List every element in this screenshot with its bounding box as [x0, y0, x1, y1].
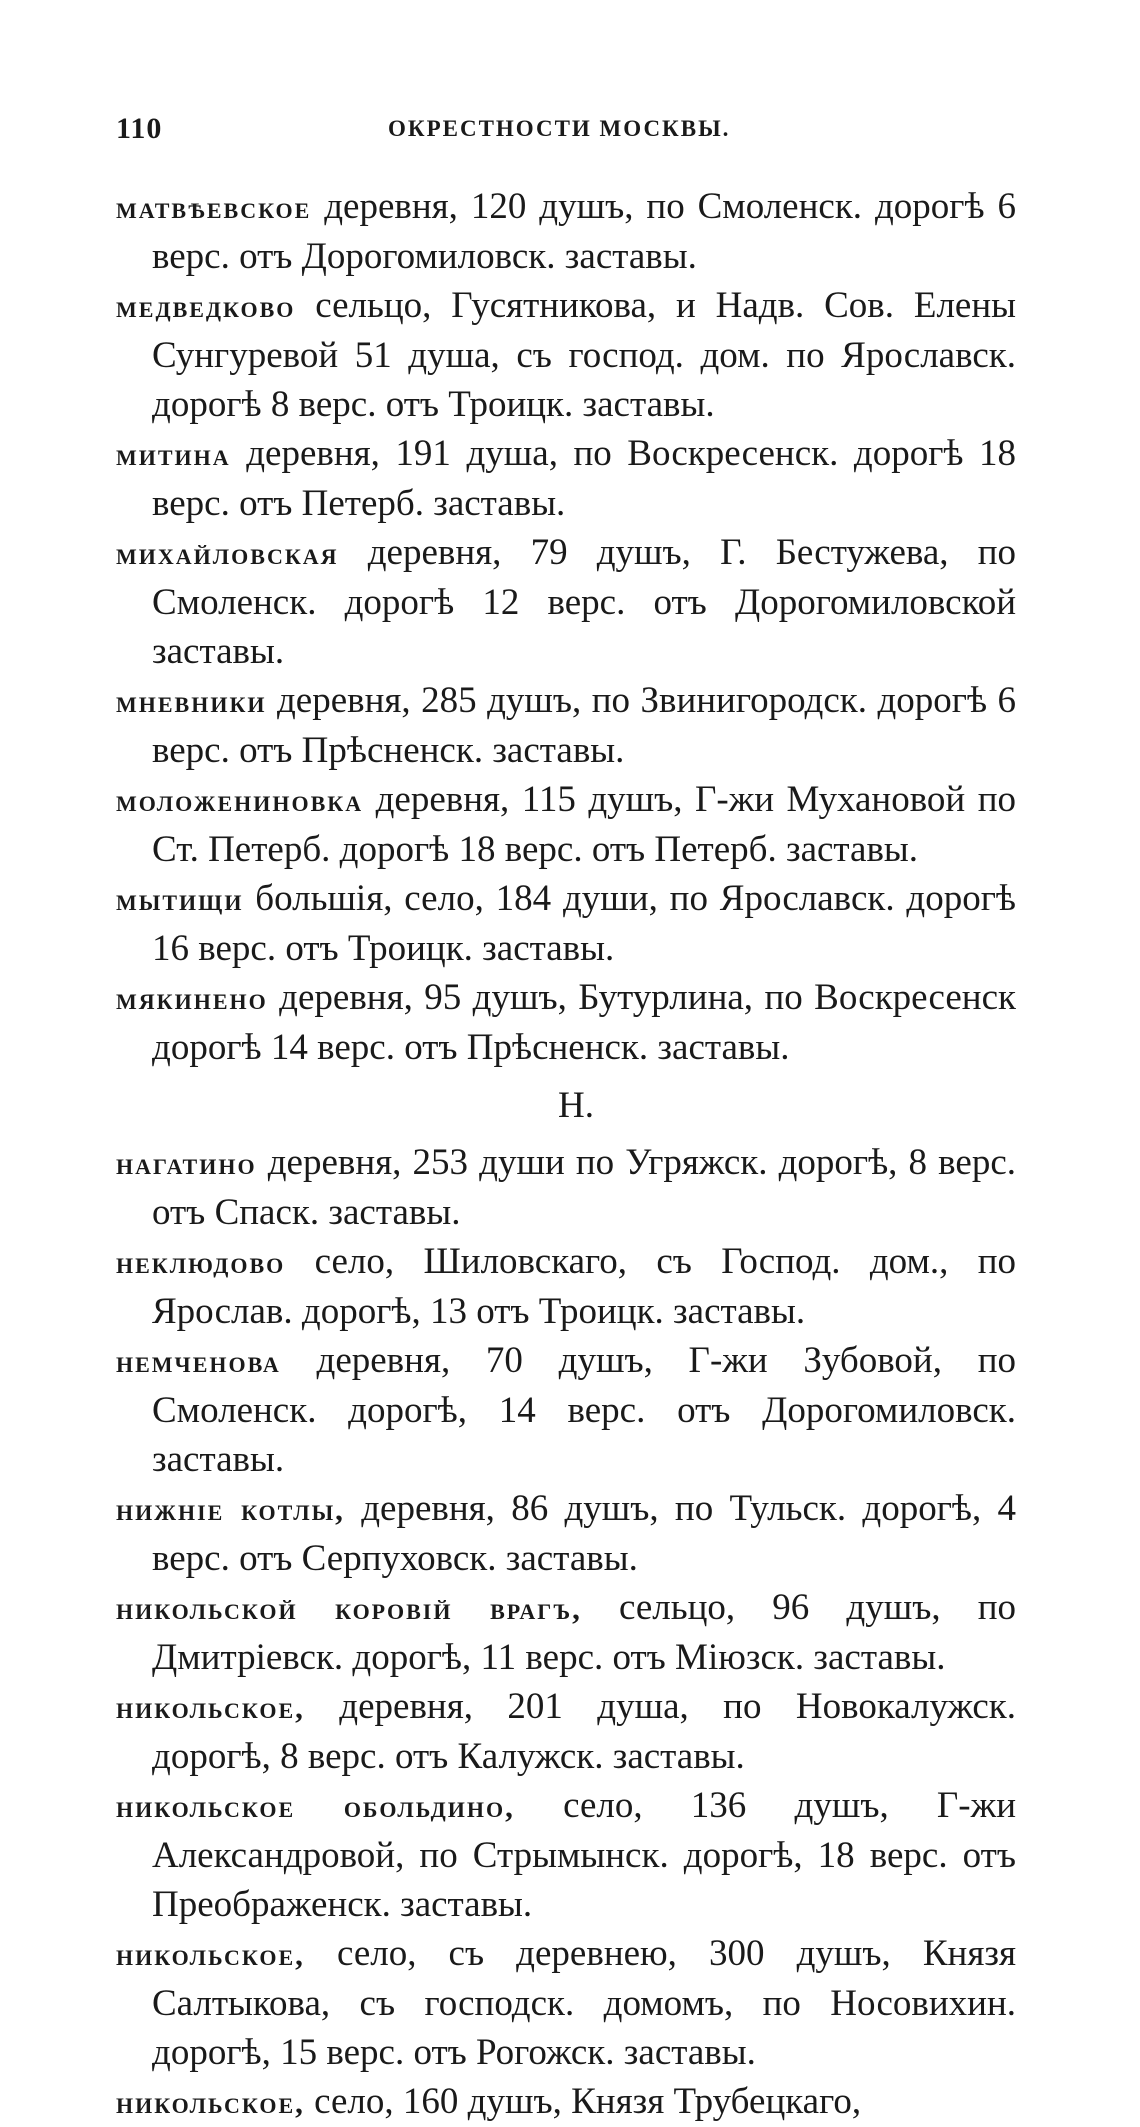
entry [116, 1484, 1016, 1583]
gazetteer-text [116, 182, 1016, 2127]
entry-text: деревня, 253 души по Угряжск. дорогѣ, 8 верс. отъ Спаск. заставы. [152, 1142, 1017, 1233]
entry-text: деревня, 201 душа, по Новокалужск. дорогѣ, 8 верс. отъ Калужск. заставы. [152, 1686, 1017, 1777]
entry-text: село, съ деревнею, 300 душъ, Князя Салтыкова, съ господск. домомъ, по Носовихин. дорогѣ, 15 верс. отъ Рогожск. заставы. [152, 1933, 1016, 2073]
entry-text: деревня, 115 душъ, Г-жи Мухановой по Ст. Петерб. дорогѣ 18 верс. отъ Петерб. заставы. [152, 779, 1016, 870]
entry [116, 281, 1016, 429]
entry-text: сельцо, 96 душъ, по Дмитріевск. дорогѣ, 11 верс. отъ Міюзск. заставы. [152, 1587, 1017, 1678]
entry [116, 1237, 1016, 1336]
entry-text: деревня, 285 душъ, по Звинигородск. дорогѣ 6 верс. отъ Прѣсненск. заставы. [152, 680, 1017, 771]
entry [116, 676, 1016, 775]
entry [116, 1138, 1016, 1237]
entry-headword: матвѣевское [116, 190, 312, 225]
entry-text: деревня, 70 душъ, Г-жи Зубовой, по Смоленск. дорогѣ, 14 верс. отъ Дорогомиловск. заставы. [152, 1340, 1016, 1480]
entry-headword: никольское обольдино, [116, 1789, 515, 1824]
entry-headword: митина [116, 437, 231, 472]
entry-headword: михайловская [116, 536, 339, 571]
page-number: 110 [116, 112, 163, 145]
entry [116, 2077, 1016, 2127]
entry-headword: никольское, [116, 1690, 305, 1725]
entry [116, 1336, 1016, 1484]
entry [116, 1781, 1016, 1929]
entry [116, 1583, 1016, 1682]
entry-headword: мытищи [116, 882, 244, 917]
entry-headword: мневники [116, 684, 267, 719]
entry [116, 1682, 1016, 1781]
entry-headword: никольское, [116, 1937, 305, 1972]
entry-headword: никольской коровій врагъ, [116, 1591, 582, 1626]
entry-headword: мякинено [116, 981, 268, 1016]
entry-headword: нагатино [116, 1146, 257, 1181]
entry-text: село, 160 душъ, Князя Трубецкаго, [314, 2081, 862, 2122]
entry-headword: неклюдово [116, 1245, 286, 1280]
entry-text: село, 136 душъ, Г-жи Александровой, по Стрымынск. дорогѣ, 18 верс. отъ Преображенск. заставы. [152, 1785, 1016, 1925]
entry-text: село, Шиловскаго, съ Господ. дом., по Ярослав. дорогѣ, 13 отъ Троицк. заставы. [152, 1241, 1017, 1332]
entry [116, 182, 1016, 281]
running-head: ОКРЕСТНОСТИ МОСКВЫ. [388, 116, 731, 141]
entry [116, 429, 1016, 528]
entry-headword: моложениновка [116, 783, 364, 818]
entry [116, 528, 1016, 676]
entry-headword: никольское, [116, 2085, 305, 2120]
entry [116, 1929, 1016, 2077]
entry-text: деревня, 95 душъ, Бутурлина, по Воскресенск дорогѣ 14 верс. отъ Прѣсненск. заставы. [152, 977, 1017, 1068]
entry-text: сельцо, Гусятникова, и Надв. Сов. Елены Сунгуревой 51 душа, съ господ. дом. по Ярославск. дорогѣ 8 верс. отъ Троицк. заставы. [152, 285, 1016, 425]
entry-text: деревня, 86 душъ, по Тульск. дорогѣ, 4 верс. отъ Серпуховск. заставы. [152, 1488, 1017, 1579]
entry-headword: немченова [116, 1344, 281, 1379]
entry [116, 775, 1016, 874]
section-letter-heading: Н. [558, 1085, 594, 1126]
entry-text: большія, село, 184 души, по Ярославск. дорогѣ 16 верс. отъ Троицк. заставы. [152, 878, 1017, 969]
entry-text: деревня, 79 душъ, Г. Бестужева, по Смоленск. дорогѣ 12 верс. отъ Дорогомиловской заставы. [152, 532, 1016, 672]
entry-text: деревня, 191 душа, по Воскресенск. дорогѣ 18 верс. отъ Петерб. заставы. [152, 433, 1017, 524]
entry-headword: нижніе котлы, [116, 1492, 345, 1527]
entry [116, 973, 1016, 1072]
entry-text: деревня, 120 душъ, по Смоленск. дорогѣ 6 верс. отъ Дорогомиловск. заставы. [152, 186, 1016, 277]
entry-headword: медведково [116, 289, 296, 324]
page-header [116, 112, 1016, 152]
entry [116, 874, 1016, 973]
